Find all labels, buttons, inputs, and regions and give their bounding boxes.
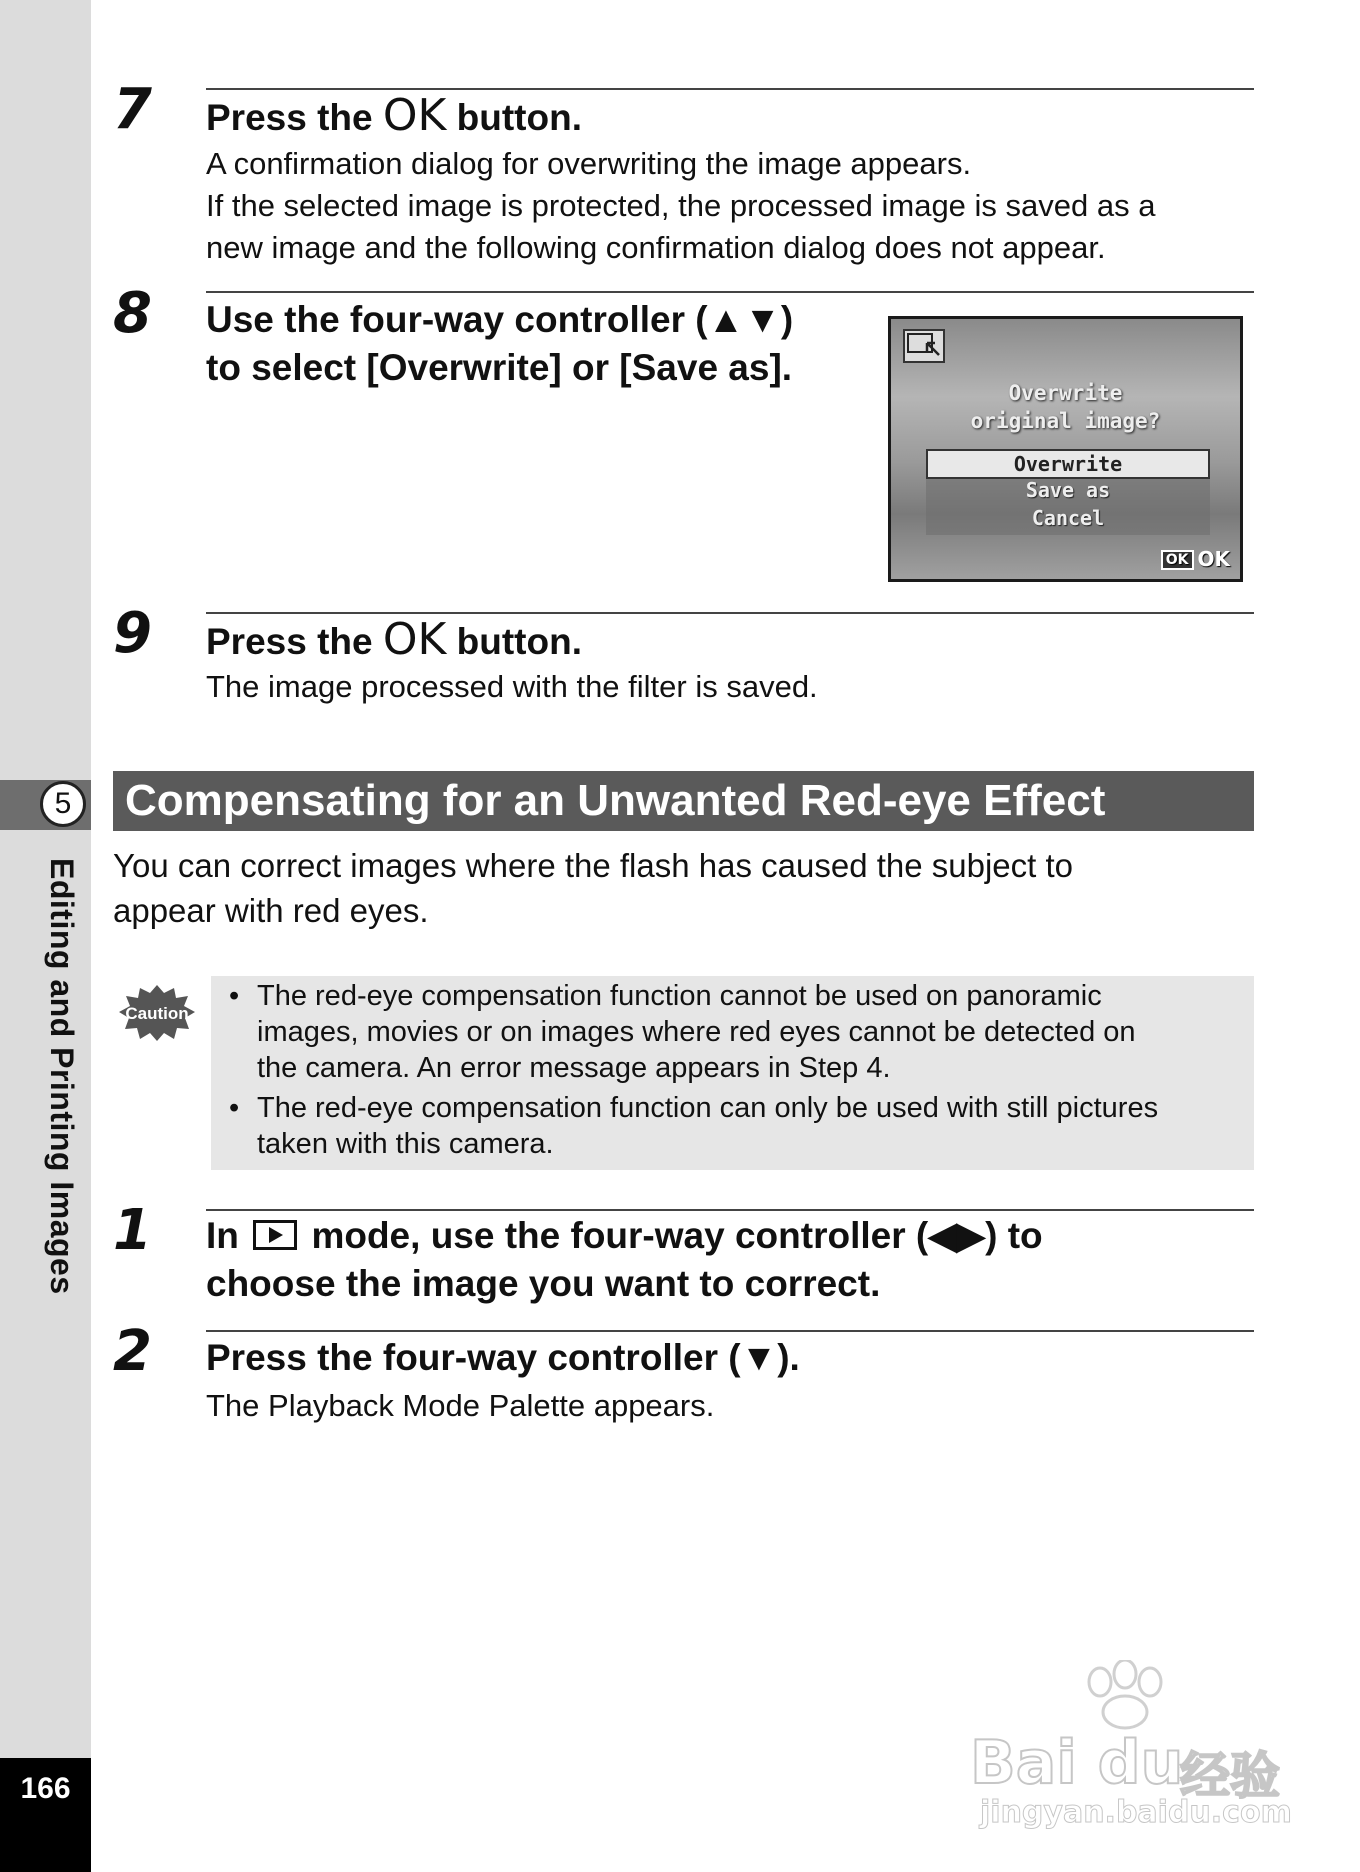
menu-option-save-as[interactable]: Save as (1025, 478, 1111, 502)
baidu-watermark (960, 1660, 1290, 1830)
filter-icon (903, 329, 945, 363)
step-title-line: Use the four-way controller (▲▼) (206, 299, 794, 340)
body-line: A confirmation dialog for overwriting the image appears. (206, 146, 972, 181)
step-title (206, 296, 793, 392)
chapter-number: 5 (40, 781, 86, 827)
caution-icon-label: Caution (125, 1004, 189, 1023)
step-divider (206, 1330, 1254, 1332)
caution-icon (118, 984, 196, 1042)
step-title (206, 1212, 1043, 1308)
step-title-text: Press the (206, 97, 383, 138)
section-intro (113, 843, 1254, 933)
screen-prompt: original image? (970, 409, 1161, 433)
intro-line: appear with red eyes. (113, 892, 429, 929)
caution-line: • The red-eye compensation function cannot be used on panoramic (257, 980, 1102, 1012)
ok-label: OK (1197, 547, 1230, 571)
intro-line: You can correct images where the flash has caused the subject to (113, 847, 1074, 884)
step-title-text: button. (446, 621, 582, 662)
caution-line: the camera. An error message appears in Step 4. (257, 1052, 891, 1084)
step-body: The Playback Mode Palette appears. (206, 1388, 715, 1423)
step-body: The image processed with the filter is saved. (206, 669, 818, 704)
step-title: Press the four-way controller (▼). (206, 1337, 800, 1378)
body-line: new image and the following confirmation dialog does not appear. (206, 230, 1106, 265)
step-number: 9 (113, 601, 152, 666)
screen-ok-hint (1161, 547, 1230, 571)
step-title-line: to select [Overwrite] or [Save as]. (206, 347, 793, 388)
step-number: 1 (113, 1198, 152, 1263)
section-title: Compensating for an Unwanted Red-eye Effect (113, 771, 1254, 831)
step-title (206, 92, 582, 142)
caution-item (227, 978, 1247, 1086)
step-number: 8 (113, 281, 152, 346)
screen-prompt: Overwrite (1008, 381, 1123, 405)
step-divider (206, 291, 1254, 293)
camera-screen (888, 316, 1243, 582)
step-title (206, 616, 582, 666)
step-title-text: In (206, 1215, 239, 1256)
caution-line: images, movies or on images where red eyes cannot be detected on (257, 1016, 1136, 1048)
step-title-line: choose the image you want to correct. (206, 1263, 881, 1304)
page-number: 166 (0, 1758, 91, 1872)
chapter-title: Editing and Printing Images (44, 858, 80, 1295)
caution-list (227, 978, 1247, 1166)
ok-button-glyph: OK (382, 90, 447, 141)
step-title-text: mode, use the four-way controller (◀▶) to (311, 1215, 1043, 1256)
watermark-brand: Bai du (970, 1728, 1184, 1798)
step-title-text: Press the (206, 621, 383, 662)
step-divider (206, 88, 1254, 90)
menu-option-cancel[interactable]: Cancel (1031, 506, 1105, 530)
step-divider (206, 612, 1254, 614)
ok-key-icon: OK (1161, 550, 1194, 570)
playback-mode-icon (253, 1220, 297, 1250)
step-divider (206, 1209, 1254, 1211)
paw-icon (1070, 1660, 1180, 1730)
ok-button-glyph: OK (382, 614, 447, 665)
caution-line: • The red-eye compensation function can only be used with still pictures (257, 1092, 1159, 1124)
screen-menu (926, 449, 1210, 535)
caution-item (227, 1090, 1247, 1162)
caution-line: taken with this camera. (257, 1128, 554, 1160)
menu-option-overwrite[interactable]: Overwrite (926, 449, 1210, 479)
step-title-line (206, 1212, 1043, 1260)
watermark-url: jingyan.baidu.com (980, 1795, 1292, 1830)
step-title-text: button. (446, 97, 582, 138)
body-line: If the selected image is protected, the processed image is saved as a (206, 188, 1156, 223)
step-number: 2 (113, 1319, 152, 1384)
step-body (206, 143, 1155, 269)
step-number: 7 (113, 77, 152, 142)
watermark-suffix: 经验 (1180, 1747, 1280, 1805)
